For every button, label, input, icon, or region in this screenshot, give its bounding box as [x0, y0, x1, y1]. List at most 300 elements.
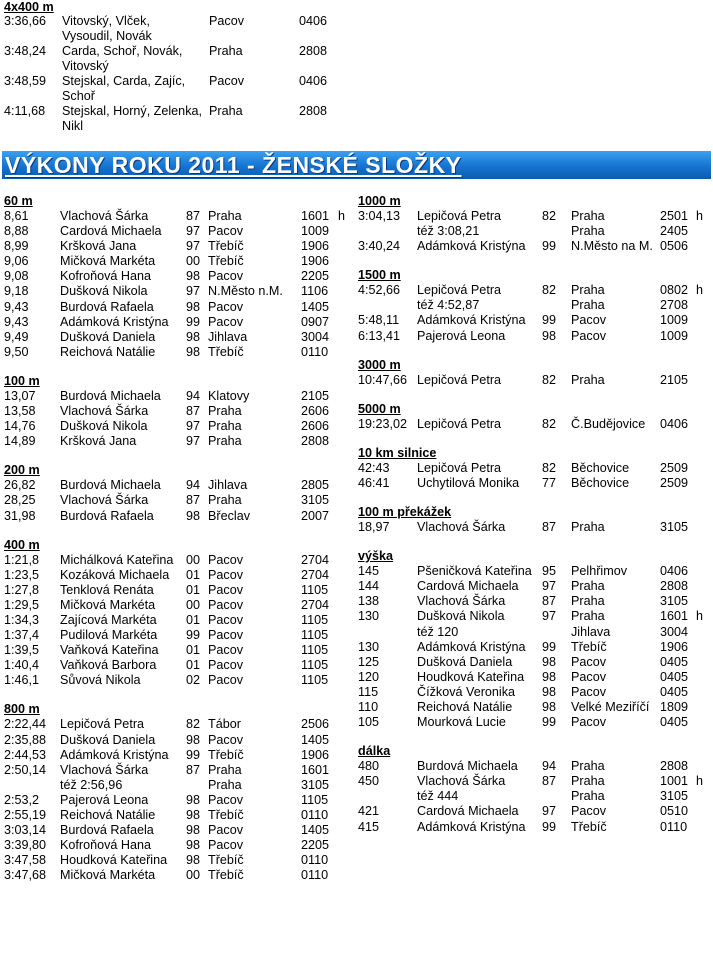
performance: 1:37,4	[4, 628, 40, 643]
athlete-name: Vlachová Šárka	[60, 209, 149, 223]
result-row	[358, 239, 708, 254]
performance: 14,76	[4, 419, 36, 434]
relay-section	[4, 0, 364, 134]
event-section	[4, 194, 354, 360]
date: 0110	[301, 868, 329, 883]
performance: 10:47,66	[358, 372, 408, 387]
event-title: 200 m	[4, 463, 40, 478]
birth-year: 97	[542, 609, 557, 624]
athlete-name: Vaňková Kateřina	[60, 643, 159, 658]
athlete-name: Michálková Kateřina	[60, 552, 174, 567]
event-title: 60 m	[4, 194, 33, 208]
date: 2606	[301, 404, 330, 419]
athlete-name: Kršková Jana	[60, 434, 137, 449]
result-row	[4, 853, 354, 868]
result-row	[4, 209, 354, 224]
birth-year: 01	[186, 643, 201, 658]
athlete-name: Mičková Markéta	[60, 254, 156, 269]
result-row	[4, 868, 354, 883]
birth-year: 98	[186, 808, 201, 822]
performance: 3:03,14	[4, 823, 47, 838]
birth-year: 99	[186, 747, 201, 762]
performance: 450	[358, 774, 380, 789]
venue: Pacov	[571, 804, 607, 819]
athlete-name: Cardová Michaela	[417, 804, 519, 819]
birth-year: 77	[542, 475, 557, 490]
result-row	[358, 298, 708, 313]
venue: N.Město n.M.	[208, 284, 283, 299]
event-title: výška	[358, 549, 394, 564]
athlete-name: Lepičová Petra	[417, 283, 502, 298]
result-row	[358, 594, 708, 609]
birth-year: 87	[186, 209, 201, 223]
result-row	[358, 209, 708, 224]
result-row	[358, 655, 708, 670]
athlete-name: Houdková Kateřina	[417, 669, 525, 684]
athlete-name: Adámková Kristýna	[60, 314, 169, 329]
birth-year: 87	[186, 762, 201, 777]
result-row	[4, 808, 354, 823]
result-row	[4, 269, 354, 284]
result-row	[4, 793, 354, 808]
athlete-name: Lepičová Petra	[417, 209, 502, 223]
athlete-name: Burdová Michaela	[60, 478, 161, 493]
venue: Praha	[571, 774, 605, 789]
relay-title: 4x400 m	[4, 0, 54, 14]
date: 1405	[301, 732, 330, 747]
result-row	[358, 670, 708, 685]
date: 0406	[660, 564, 689, 579]
date: 2805	[301, 478, 330, 493]
performance: 9,49	[4, 329, 29, 344]
relay-date: 2808	[299, 44, 328, 58]
performance: 130	[358, 639, 380, 654]
birth-year: 97	[542, 804, 557, 819]
performance: 1:29,5	[4, 597, 40, 612]
result-row	[4, 838, 354, 853]
date: 0405	[660, 654, 689, 669]
venue: Praha	[208, 493, 242, 508]
venue: Pacov	[208, 643, 244, 658]
date: 3105	[660, 594, 689, 609]
athlete-name: Adámková Kristýna	[417, 639, 526, 654]
date: 1906	[660, 639, 689, 654]
performance: 2:55,19	[4, 808, 47, 822]
date: 2205	[301, 269, 330, 284]
relay-time: 3:48,59	[4, 74, 47, 88]
date: 1601	[660, 609, 689, 624]
event-section	[4, 374, 354, 449]
athlete-name: Mičková Markéta	[60, 597, 156, 612]
athlete-name: Burdová Rafaela	[60, 299, 154, 314]
date: 1601	[301, 762, 330, 777]
birth-year: 97	[186, 434, 201, 449]
flag: h	[696, 209, 704, 223]
result-row	[358, 283, 708, 298]
result-row	[4, 568, 354, 583]
birth-year: 98	[186, 329, 201, 344]
venue: N.Město na M.	[571, 239, 653, 254]
performance: 28,25	[4, 493, 36, 508]
performance: 3:40,24	[358, 239, 401, 254]
birth-year: 82	[542, 209, 557, 223]
venue: Třebíč	[208, 344, 244, 359]
venue: Praha	[208, 434, 242, 449]
result-row	[358, 564, 708, 579]
event-section	[358, 402, 708, 432]
performance: 1:39,5	[4, 643, 40, 658]
athlete-name: též 2:56,96	[60, 777, 123, 792]
venue: Pacov	[208, 792, 244, 807]
flag: h	[696, 774, 704, 789]
performance: 9,43	[4, 314, 29, 329]
athlete-name: Lepičová Petra	[60, 717, 145, 732]
athlete-name: Vaňková Barbora	[60, 658, 157, 673]
performance: 145	[358, 564, 380, 579]
venue: Pacov	[571, 669, 607, 684]
birth-year: 01	[186, 567, 201, 582]
event-title: 5000 m	[358, 401, 401, 416]
date: 3105	[660, 789, 689, 804]
date: 3004	[301, 329, 330, 344]
birth-year: 02	[186, 673, 201, 688]
date: 3105	[660, 520, 689, 535]
result-row	[358, 329, 708, 344]
birth-year: 98	[186, 732, 201, 747]
venue: Pacov	[208, 823, 244, 838]
date: 2509	[660, 460, 689, 475]
birth-year: 99	[186, 314, 201, 329]
result-row	[4, 658, 354, 673]
relay-row	[4, 44, 364, 74]
venue: Klatovy	[208, 388, 250, 403]
venue: Pacov	[208, 269, 244, 284]
performance: 144	[358, 579, 380, 594]
relay-date: 2808	[299, 104, 328, 118]
athlete-name: Mourková Lucie	[417, 715, 506, 730]
athlete-name: Kozáková Michaela	[60, 567, 170, 582]
athlete-name: Dušková Daniela	[60, 329, 156, 344]
result-row	[4, 748, 354, 763]
result-row	[4, 553, 354, 568]
venue: Jihlava	[208, 478, 248, 493]
result-row	[4, 434, 354, 449]
athlete-name: Adámková Kristýna	[417, 819, 526, 834]
performance: 9,18	[4, 284, 29, 299]
result-row	[4, 509, 354, 524]
venue: Pacov	[208, 567, 244, 582]
result-row	[358, 700, 708, 715]
athlete-name: Kofroňová Hana	[60, 838, 152, 853]
venue: Pacov	[571, 313, 607, 328]
performance: 46:41	[358, 475, 390, 490]
venue: Pacov	[571, 654, 607, 669]
venue: Praha	[571, 759, 605, 774]
birth-year: 98	[542, 328, 557, 343]
date: 1106	[301, 284, 329, 299]
athlete-name: Dušková Daniela	[417, 654, 513, 669]
relay-row	[4, 74, 364, 104]
athlete-name: též 444	[417, 789, 459, 804]
athlete-name: Reichová Natálie	[60, 344, 156, 359]
birth-year: 97	[186, 239, 201, 254]
birth-year: 01	[186, 612, 201, 627]
date: 1601	[301, 209, 330, 223]
athlete-name: Sůvová Nikola	[60, 673, 141, 688]
athlete-name: Vlachová Šárka	[60, 404, 149, 419]
relay-names: Stejskal, Horný, Zelenka, Nikl	[62, 104, 202, 133]
date: 1001	[660, 774, 689, 789]
venue: Pacov	[571, 684, 607, 699]
event-title: 10 km silnice	[358, 445, 437, 460]
date: 2405	[660, 224, 689, 239]
event-section	[358, 358, 708, 388]
venue: Praha	[571, 609, 605, 624]
result-row	[4, 284, 354, 299]
birth-year: 99	[542, 639, 557, 654]
performance: 1:46,1	[4, 673, 40, 688]
venue: Pacov	[208, 612, 244, 627]
event-title: 100 m	[4, 373, 40, 388]
performance: 3:39,80	[4, 838, 47, 853]
date: 2808	[301, 434, 330, 449]
performance: 3:47,68	[4, 868, 47, 883]
result-row	[4, 300, 354, 315]
athlete-name: Houdková Kateřina	[60, 853, 168, 868]
performance: 4:52,66	[358, 283, 401, 298]
date: 0110	[301, 853, 329, 868]
venue: Třebíč	[208, 868, 244, 883]
performance: 14,89	[4, 434, 36, 449]
birth-year: 98	[186, 344, 201, 359]
performance: 2:53,2	[4, 792, 40, 807]
relay-date: 0406	[299, 14, 328, 28]
date: 2501	[660, 209, 689, 223]
left-column	[4, 194, 354, 897]
venue: Praha	[571, 579, 605, 594]
birth-year: 97	[186, 284, 201, 299]
event-section	[358, 505, 708, 535]
date: 0110	[660, 819, 688, 834]
athlete-name: Dušková Nikola	[417, 609, 505, 624]
result-row	[4, 315, 354, 330]
relay-date: 0406	[299, 74, 328, 88]
birth-year: 98	[186, 299, 201, 314]
performance: 9,43	[4, 299, 29, 314]
result-row	[4, 613, 354, 628]
venue: Praha	[571, 298, 605, 313]
performance: 421	[358, 804, 380, 819]
result-row	[4, 389, 354, 404]
athlete-name: též 3:08,21	[417, 224, 480, 239]
birth-year: 01	[186, 582, 201, 597]
date: 2704	[301, 552, 330, 567]
performance: 138	[358, 594, 380, 609]
athlete-name: Mičková Markéta	[60, 868, 156, 883]
birth-year: 82	[542, 460, 557, 475]
birth-year: 97	[186, 419, 201, 434]
athlete-name: Vlachová Šárka	[417, 594, 506, 609]
date: 2105	[301, 388, 330, 403]
result-row	[4, 778, 354, 793]
birth-year: 82	[542, 283, 557, 298]
event-section	[358, 446, 708, 491]
result-row	[4, 628, 354, 643]
athlete-name: Vlachová Šárka	[417, 774, 506, 789]
birth-year: 87	[186, 493, 201, 508]
birth-year: 98	[186, 508, 201, 523]
date: 1105	[301, 582, 329, 597]
date: 2506	[301, 717, 330, 732]
performance: 8,61	[4, 209, 29, 223]
relay-row	[4, 14, 364, 44]
venue: Třebíč	[208, 747, 244, 762]
right-column	[358, 194, 708, 849]
performance: 26,82	[4, 478, 36, 493]
performance: 120	[358, 669, 380, 684]
performance: 3:04,13	[358, 209, 401, 223]
result-row	[358, 609, 708, 624]
result-row	[358, 759, 708, 774]
venue: Jihlava	[208, 329, 248, 344]
performance: 31,98	[4, 508, 36, 523]
venue: Břeclav	[208, 508, 250, 523]
venue: Praha	[571, 224, 605, 239]
relay-city: Praha	[209, 104, 243, 118]
venue: Pacov	[208, 628, 244, 643]
performance: 8,99	[4, 239, 29, 254]
relay-city: Pacov	[209, 14, 245, 28]
athlete-name: Reichová Natálie	[417, 699, 513, 714]
birth-year: 98	[542, 654, 557, 669]
event-section	[4, 463, 354, 523]
result-row	[358, 685, 708, 700]
result-row	[4, 493, 354, 508]
relay-time: 3:48,24	[4, 44, 47, 58]
banner-title: VÝKONY ROKU 2011 - ŽENSKÉ SLOŽKY	[5, 152, 462, 178]
result-row	[358, 774, 708, 789]
birth-year: 98	[186, 838, 201, 853]
result-row	[358, 820, 708, 835]
venue: Pacov	[208, 673, 244, 688]
date: 0405	[660, 669, 689, 684]
date: 2704	[301, 567, 330, 582]
result-row	[358, 476, 708, 491]
event-section	[4, 702, 354, 883]
date: 0506	[660, 239, 689, 254]
birth-year: 97	[542, 579, 557, 594]
venue: Pelhřimov	[571, 564, 627, 579]
result-row	[358, 640, 708, 655]
birth-year: 82	[542, 372, 557, 387]
venue: Praha	[208, 762, 242, 777]
result-row	[4, 717, 354, 732]
birth-year: 98	[542, 699, 557, 714]
birth-year: 95	[542, 564, 557, 579]
athlete-name: Adámková Kristýna	[60, 747, 169, 762]
venue: Třebíč	[208, 808, 244, 822]
result-row	[4, 733, 354, 748]
birth-year: 87	[542, 520, 557, 535]
result-row	[4, 404, 354, 419]
date: 1009	[660, 328, 689, 343]
venue: Praha	[208, 419, 242, 434]
venue: Tábor	[208, 717, 241, 732]
athlete-name: Reichová Natálie	[60, 808, 156, 822]
result-row	[4, 673, 354, 688]
relay-names: Vitovský, Vlček, Vysoudil, Novák	[62, 14, 152, 43]
relay-city: Praha	[209, 44, 243, 58]
event-title: dálka	[358, 744, 391, 759]
athlete-name: Adámková Kristýna	[417, 239, 526, 254]
performance: 1:27,8	[4, 582, 40, 597]
birth-year: 00	[186, 254, 201, 269]
performance: 9,50	[4, 344, 29, 359]
event-title: 800 m	[4, 702, 40, 717]
date: 0405	[660, 684, 689, 699]
date: 3004	[660, 624, 689, 639]
birth-year: 98	[542, 684, 557, 699]
venue: Pacov	[571, 715, 607, 730]
venue: Pacov	[208, 314, 244, 329]
relay-row	[4, 104, 364, 134]
result-row	[4, 345, 354, 360]
birth-year: 99	[542, 819, 557, 834]
result-row	[4, 239, 354, 254]
event-title: 100 m překážek	[358, 505, 452, 520]
date: 1105	[301, 792, 329, 807]
athlete-name: Lepičová Petra	[417, 460, 502, 475]
result-row	[358, 461, 708, 476]
result-row	[358, 715, 708, 730]
date: 0802	[660, 283, 689, 298]
athlete-name: Adámková Kristýna	[417, 313, 526, 328]
date: 2205	[301, 838, 330, 853]
date: 1906	[301, 239, 330, 254]
date: 1105	[301, 612, 329, 627]
athlete-name: Dušková Daniela	[60, 732, 156, 747]
athlete-name: Pudilová Markéta	[60, 628, 158, 643]
birth-year: 99	[542, 715, 557, 730]
result-row	[4, 224, 354, 239]
birth-year: 98	[186, 269, 201, 284]
event-section	[358, 549, 708, 730]
venue: Třebíč	[208, 239, 244, 254]
venue: Praha	[571, 594, 605, 609]
athlete-name: Kofroňová Hana	[60, 269, 152, 284]
performance: 9,08	[4, 269, 29, 284]
athlete-name: Burdová Rafaela	[60, 823, 154, 838]
event-title: 1500 m	[358, 268, 401, 283]
athlete-name: Burdová Rafaela	[60, 508, 154, 523]
birth-year: 98	[186, 792, 201, 807]
athlete-name: Burdová Michaela	[60, 388, 161, 403]
venue: Praha	[571, 283, 605, 298]
venue: Běchovice	[571, 460, 630, 475]
date: 3105	[301, 777, 330, 792]
venue: Praha	[571, 372, 605, 387]
result-row	[4, 823, 354, 838]
event-title: 3000 m	[358, 357, 401, 372]
result-row	[358, 224, 708, 239]
athlete-name: Burdová Michaela	[417, 759, 518, 774]
relay-time: 4:11,68	[4, 104, 46, 118]
relay-names: Carda, Schoř, Novák, Vitovský	[62, 44, 183, 73]
birth-year: 00	[186, 868, 201, 883]
date: 1009	[301, 224, 330, 239]
date: 1809	[660, 699, 689, 714]
result-row	[4, 419, 354, 434]
